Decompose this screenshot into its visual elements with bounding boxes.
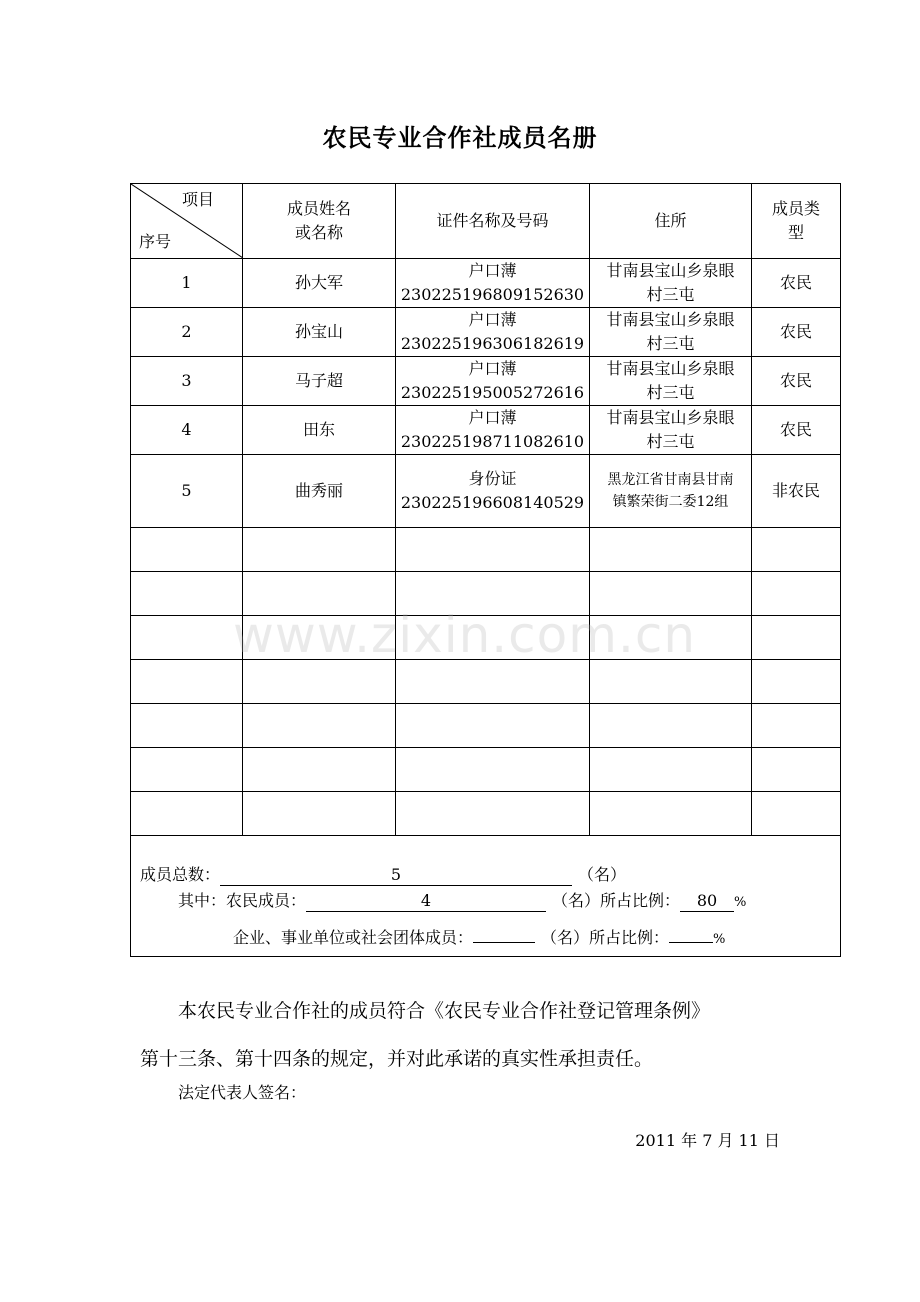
cell-name: 田东	[243, 406, 396, 455]
id-type: 户口薄	[468, 359, 517, 378]
empty-row	[131, 572, 841, 616]
statement-line-1: 本农民专业合作社的成员符合《农民专业合作社登记管理条例》	[178, 1000, 711, 1022]
address-text: 黑龙江省甘南县甘南镇繁荣街二委12组	[607, 472, 734, 510]
legal-representative-signature-label: 法定代表人签名：	[178, 1083, 307, 1102]
cell-no: 4	[131, 406, 243, 455]
address-text: 甘南县宝山乡泉眼村三屯	[606, 310, 735, 353]
cell-id	[396, 259, 590, 308]
empty-row	[131, 528, 841, 572]
table-row	[131, 406, 841, 455]
empty-row	[131, 616, 841, 660]
address-text: 甘南县宝山乡泉眼村三屯	[606, 261, 735, 304]
org-label: 企业、事业单位或社会团体成员：	[233, 928, 474, 947]
summary-farmer-line	[178, 888, 746, 912]
cell-no: 1	[131, 259, 243, 308]
cell-id	[396, 455, 590, 528]
header-item-label: 项目	[181, 190, 214, 209]
cell-no: 3	[131, 357, 243, 406]
cell-address	[590, 357, 752, 406]
cell-type: 农民	[752, 308, 841, 357]
header-serial-label: 序号	[139, 232, 172, 251]
cell-type: 农民	[752, 259, 841, 308]
summary-total-line	[140, 862, 626, 886]
member-roster-table	[130, 183, 841, 957]
table-row	[131, 259, 841, 308]
total-unit: （名）	[578, 865, 627, 884]
org-value	[473, 942, 535, 943]
org-percent: %	[713, 932, 726, 947]
cell-address	[590, 259, 752, 308]
table-row	[131, 357, 841, 406]
empty-row	[131, 748, 841, 792]
cell-name: 孙宝山	[243, 308, 396, 357]
cell-id	[396, 406, 590, 455]
farmer-ratio: 80	[680, 891, 734, 912]
org-ratio-label: （名）所占比例：	[541, 928, 670, 947]
page-title: 农民专业合作社成员名册	[322, 124, 598, 152]
total-value: 5	[220, 865, 572, 886]
farmer-ratio-label: （名）所占比例：	[552, 891, 681, 910]
id-type: 户口薄	[468, 310, 517, 329]
cell-id	[396, 357, 590, 406]
summary-org-line	[233, 925, 725, 948]
id-number: 230225196809152630	[400, 285, 585, 304]
watermark: www.zixin.com.cn	[233, 606, 697, 664]
cell-name: 曲秀丽	[243, 455, 396, 528]
empty-row	[131, 704, 841, 748]
header-address: 住所	[590, 184, 752, 259]
id-type: 户口薄	[468, 408, 517, 427]
header-member-name: 成员姓名 或名称	[243, 184, 396, 259]
header-member-type: 成员类 型	[752, 184, 841, 259]
address-text: 甘南县宝山乡泉眼村三屯	[606, 408, 735, 451]
cell-id	[396, 308, 590, 357]
farmer-label: 其中：农民成员：	[178, 891, 307, 910]
document-date: 2011 年 7 月 11 日	[635, 1131, 780, 1150]
org-ratio	[669, 942, 713, 943]
cell-no: 5	[131, 455, 243, 528]
table-header-row	[131, 184, 841, 259]
id-type: 身份证	[468, 469, 517, 488]
address-text: 甘南县宝山乡泉眼村三屯	[606, 359, 735, 402]
total-label: 成员总数：	[140, 865, 221, 884]
id-number: 230225196306182619	[400, 334, 585, 353]
cell-address	[590, 406, 752, 455]
table-row	[131, 308, 841, 357]
empty-row	[131, 792, 841, 836]
statement-line-2: 第十三条、第十四条的规定，并对此承诺的真实性承担责任。	[140, 1048, 654, 1070]
id-type: 户口薄	[468, 261, 517, 280]
cell-name: 马子超	[243, 357, 396, 406]
cell-name: 孙大军	[243, 259, 396, 308]
table-row	[131, 455, 841, 528]
cell-type: 农民	[752, 357, 841, 406]
cell-type: 非农民	[752, 455, 841, 528]
cell-type: 农民	[752, 406, 841, 455]
farmer-percent: %	[734, 895, 747, 910]
id-number: 230225195005272616	[400, 383, 585, 402]
header-id: 证件名称及号码	[396, 184, 590, 259]
empty-row	[131, 660, 841, 704]
cell-address	[590, 308, 752, 357]
cell-address	[590, 455, 752, 528]
id-number: 230225198711082610	[400, 432, 585, 451]
id-number: 230225196608140529	[400, 493, 585, 512]
cell-no: 2	[131, 308, 243, 357]
farmer-value: 4	[306, 891, 546, 912]
diagonal-header-cell	[131, 184, 243, 259]
